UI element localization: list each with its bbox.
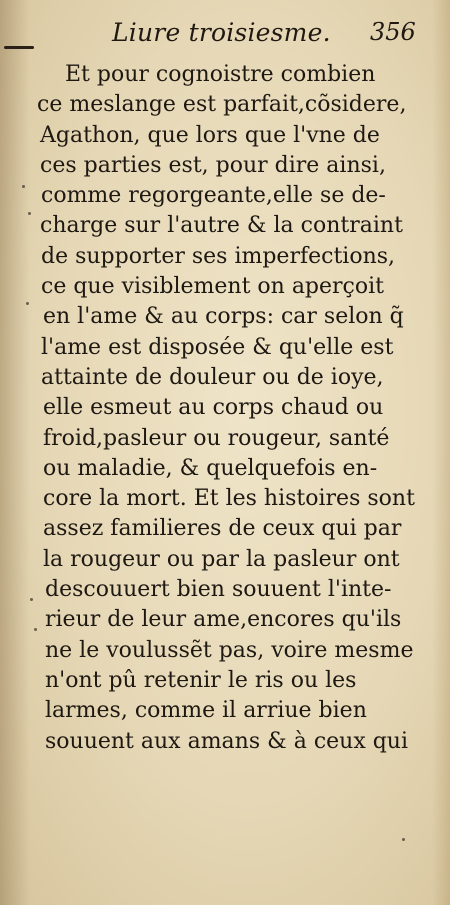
paper-speck bbox=[402, 838, 405, 841]
text-line: comme regorgeante,elle se de- bbox=[41, 183, 386, 209]
text-line: attainte de douleur ou de ioye, bbox=[41, 364, 384, 390]
text-line: en l'ame & au corps: car selon q̃ bbox=[43, 304, 404, 330]
margin-rule-mark bbox=[4, 46, 34, 49]
text-line: ce meslange est parfait,cõsidere, bbox=[37, 92, 407, 118]
text-line: ne le voulussẽt pas, voire mesme bbox=[45, 637, 414, 663]
text-line: larmes, comme il arriue bien bbox=[45, 698, 367, 724]
text-line: descouuert bien souuent l'inte- bbox=[45, 577, 392, 603]
text-line: de supporter ses imperfections, bbox=[41, 243, 396, 269]
paper-speck bbox=[30, 598, 33, 601]
text-line: la rougeur ou par la pasleur ont bbox=[43, 546, 400, 572]
paper-speck bbox=[34, 628, 37, 631]
paper-speck bbox=[28, 212, 31, 215]
text-line: n'ont pû retenir le ris ou les bbox=[45, 667, 357, 693]
text-line: souuent aux amans & à ceux qui bbox=[45, 728, 409, 754]
page-number: 356 bbox=[370, 18, 416, 46]
text-line: Et pour cognoistre combien bbox=[65, 62, 376, 87]
text-line: rieur de leur ame,encores qu'ils bbox=[45, 607, 402, 633]
text-line: ce que visiblement on aperçoit bbox=[41, 274, 384, 300]
text-line: ces parties est, pour dire ainsi, bbox=[40, 152, 386, 178]
paper-speck bbox=[22, 185, 25, 188]
text-line: elle esmeut au corps chaud ou bbox=[43, 395, 384, 421]
text-line: assez familieres de ceux qui par bbox=[43, 516, 402, 542]
text-line: Agathon, que lors que l'vne de bbox=[40, 122, 380, 148]
running-title: Liure troisiesme. bbox=[112, 18, 331, 47]
text-line: l'ame est disposée & qu'elle est bbox=[41, 334, 394, 360]
paper-speck bbox=[26, 302, 29, 305]
text-line: charge sur l'autre & la contraint bbox=[40, 213, 403, 239]
text-line: core la mort. Et les histoires sont bbox=[43, 486, 415, 512]
text-line: froid,pasleur ou rougeur, santé bbox=[43, 425, 390, 451]
body-text bbox=[37, 60, 429, 757]
text-line: ou maladie, & quelquefois en- bbox=[43, 455, 378, 481]
